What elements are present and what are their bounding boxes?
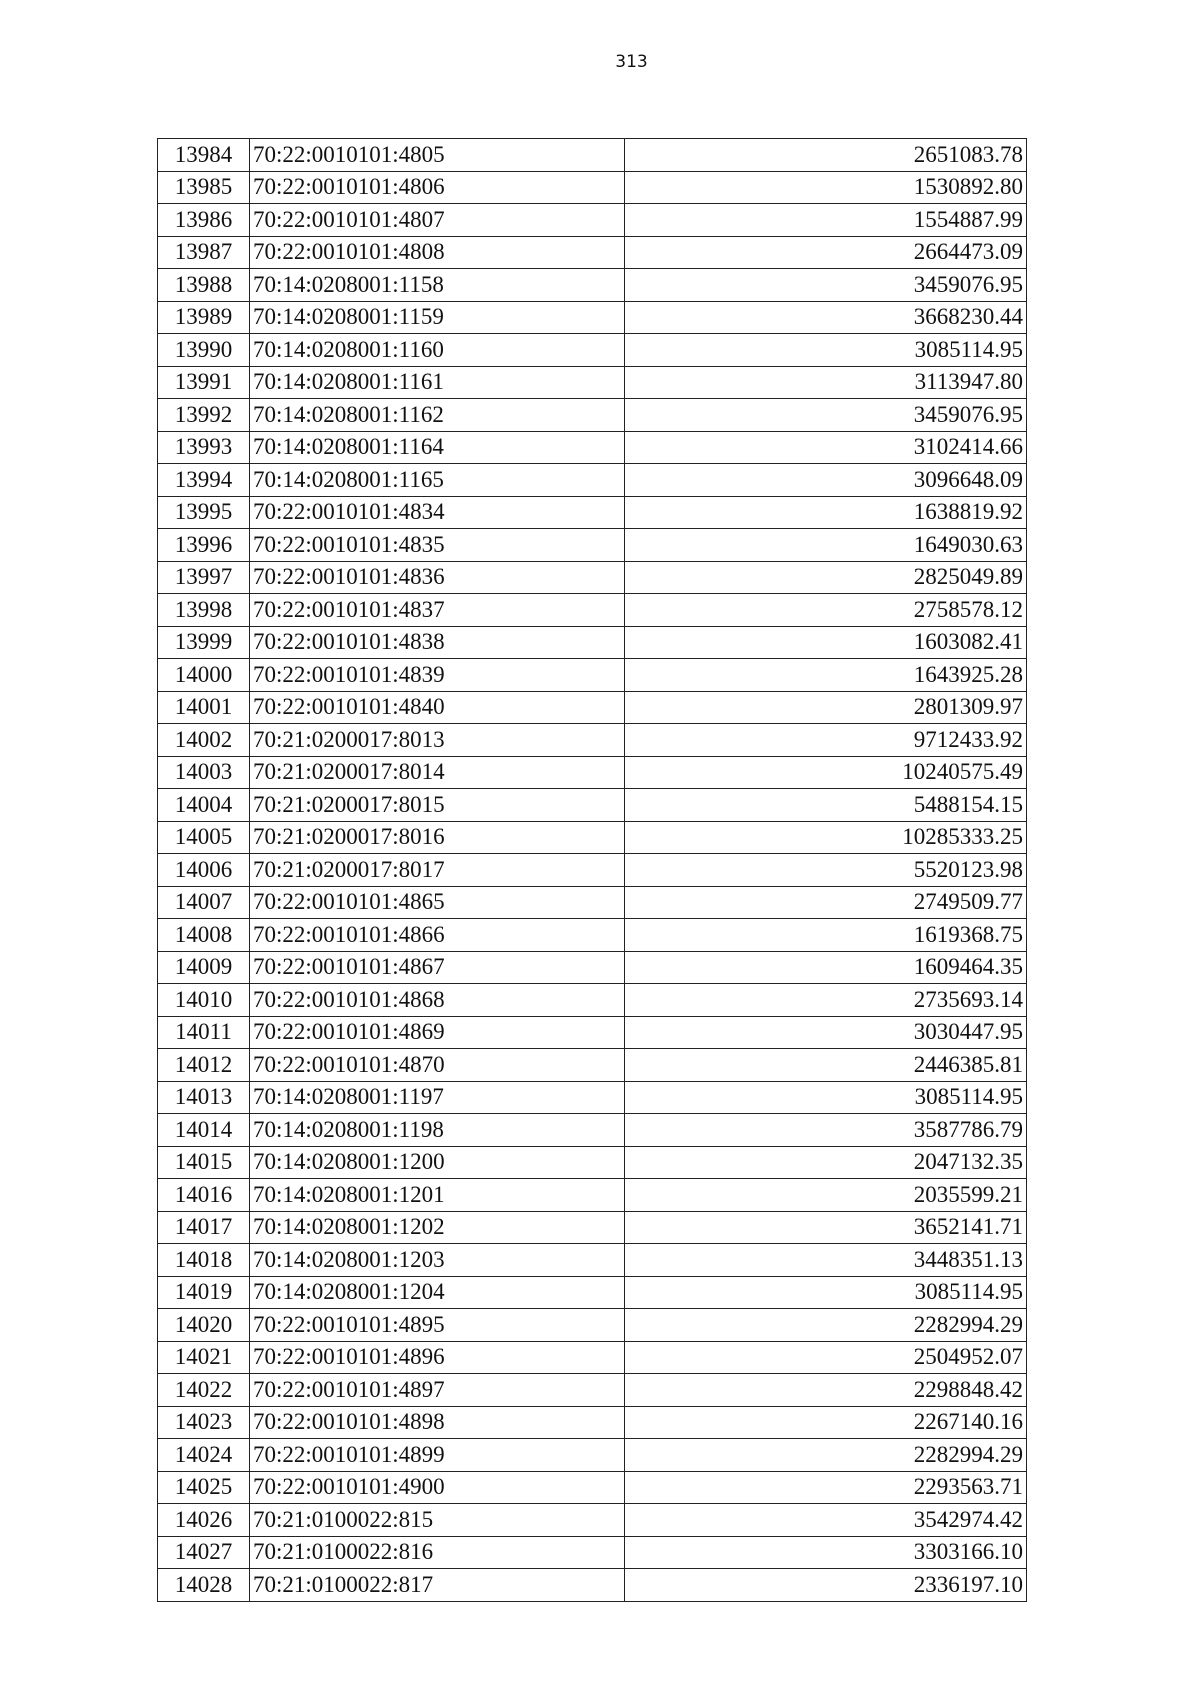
row-number-cell: 14022	[158, 1374, 250, 1407]
row-number-cell: 14015	[158, 1146, 250, 1179]
row-number-cell: 14005	[158, 821, 250, 854]
table-row	[158, 1471, 1027, 1504]
page-number: 313	[615, 52, 648, 72]
cadastral-value-cell: 3085114.95	[625, 1081, 1027, 1114]
cadastral-number-cell: 70:22:0010101:4807	[250, 204, 625, 237]
cadastral-number-cell: 70:14:0208001:1160	[250, 334, 625, 367]
table-row	[158, 334, 1027, 367]
table-row	[158, 399, 1027, 432]
cadastral-value-cell: 3542974.42	[625, 1504, 1027, 1537]
cadastral-value-cell: 1649030.63	[625, 529, 1027, 562]
cadastral-value-cell: 1619368.75	[625, 919, 1027, 952]
table-row	[158, 691, 1027, 724]
cadastral-value-cell: 2336197.10	[625, 1569, 1027, 1602]
cadastral-value-cell: 2801309.97	[625, 691, 1027, 724]
cadastral-value-cell: 1554887.99	[625, 204, 1027, 237]
row-number-cell: 14009	[158, 951, 250, 984]
cadastral-number-cell: 70:22:0010101:4866	[250, 919, 625, 952]
table-row	[158, 496, 1027, 529]
cadastral-number-cell: 70:22:0010101:4896	[250, 1341, 625, 1374]
cadastral-value-cell: 1609464.35	[625, 951, 1027, 984]
table-row	[158, 171, 1027, 204]
row-number-cell: 14011	[158, 1016, 250, 1049]
table-row	[158, 626, 1027, 659]
row-number-cell: 14006	[158, 854, 250, 887]
cadastral-number-cell: 70:22:0010101:4836	[250, 561, 625, 594]
table-row	[158, 1439, 1027, 1472]
cadastral-number-cell: 70:22:0010101:4900	[250, 1471, 625, 1504]
cadastral-value-cell: 2282994.29	[625, 1309, 1027, 1342]
table-row	[158, 529, 1027, 562]
row-number-cell: 14028	[158, 1569, 250, 1602]
row-number-cell: 14003	[158, 756, 250, 789]
cadastral-value-cell: 1603082.41	[625, 626, 1027, 659]
table-row	[158, 1374, 1027, 1407]
cadastral-number-cell: 70:14:0208001:1164	[250, 431, 625, 464]
cadastral-number-cell: 70:14:0208001:1200	[250, 1146, 625, 1179]
cadastral-number-cell: 70:14:0208001:1158	[250, 269, 625, 302]
cadastral-value-cell: 3459076.95	[625, 269, 1027, 302]
row-number-cell: 14004	[158, 789, 250, 822]
row-number-cell: 13989	[158, 301, 250, 334]
table-row	[158, 139, 1027, 172]
cadastral-value-cell: 2758578.12	[625, 594, 1027, 627]
row-number-cell: 14017	[158, 1211, 250, 1244]
cadastral-value-cell: 5488154.15	[625, 789, 1027, 822]
table-body	[158, 139, 1027, 1602]
table-row	[158, 789, 1027, 822]
row-number-cell: 14001	[158, 691, 250, 724]
cadastral-value-cell: 1638819.92	[625, 496, 1027, 529]
table-row	[158, 1276, 1027, 1309]
table-row	[158, 1049, 1027, 1082]
table-row	[158, 821, 1027, 854]
table-row	[158, 1569, 1027, 1602]
cadastral-number-cell: 70:21:0200017:8016	[250, 821, 625, 854]
cadastral-number-cell: 70:14:0208001:1165	[250, 464, 625, 497]
cadastral-number-cell: 70:22:0010101:4865	[250, 886, 625, 919]
cadastral-value-cell: 2035599.21	[625, 1179, 1027, 1212]
cadastral-number-cell: 70:21:0100022:816	[250, 1536, 625, 1569]
row-number-cell: 13992	[158, 399, 250, 432]
row-number-cell: 14002	[158, 724, 250, 757]
cadastral-number-cell: 70:14:0208001:1203	[250, 1244, 625, 1277]
table-row	[158, 951, 1027, 984]
cadastral-value-cell: 2504952.07	[625, 1341, 1027, 1374]
cadastral-number-cell: 70:22:0010101:4808	[250, 236, 625, 269]
table-row	[158, 1179, 1027, 1212]
cadastral-value-cell: 3085114.95	[625, 334, 1027, 367]
cadastral-number-cell: 70:14:0208001:1202	[250, 1211, 625, 1244]
cadastral-number-cell: 70:22:0010101:4838	[250, 626, 625, 659]
row-number-cell: 14007	[158, 886, 250, 919]
table-row	[158, 204, 1027, 237]
row-number-cell: 14016	[158, 1179, 250, 1212]
cadastral-value-cell: 2267140.16	[625, 1406, 1027, 1439]
table-row	[158, 1114, 1027, 1147]
cadastral-value-cell: 2446385.81	[625, 1049, 1027, 1082]
cadastral-number-cell: 70:22:0010101:4837	[250, 594, 625, 627]
table-row	[158, 886, 1027, 919]
row-number-cell: 13995	[158, 496, 250, 529]
row-number-cell: 13985	[158, 171, 250, 204]
cadastral-number-cell: 70:22:0010101:4840	[250, 691, 625, 724]
cadastral-number-cell: 70:14:0208001:1161	[250, 366, 625, 399]
cadastral-number-cell: 70:22:0010101:4899	[250, 1439, 625, 1472]
cadastral-value-cell: 3668230.44	[625, 301, 1027, 334]
row-number-cell: 14020	[158, 1309, 250, 1342]
cadastral-number-cell: 70:21:0200017:8013	[250, 724, 625, 757]
cadastral-value-cell: 2651083.78	[625, 139, 1027, 172]
row-number-cell: 14013	[158, 1081, 250, 1114]
cadastral-value-cell: 2735693.14	[625, 984, 1027, 1017]
cadastral-value-cell: 3113947.80	[625, 366, 1027, 399]
cadastral-number-cell: 70:22:0010101:4869	[250, 1016, 625, 1049]
cadastral-value-cell: 1643925.28	[625, 659, 1027, 692]
cadastral-number-cell: 70:21:0200017:8017	[250, 854, 625, 887]
cadastral-value-cell: 3030447.95	[625, 1016, 1027, 1049]
row-number-cell: 13998	[158, 594, 250, 627]
table-row	[158, 1081, 1027, 1114]
cadastral-number-cell: 70:22:0010101:4898	[250, 1406, 625, 1439]
row-number-cell: 13997	[158, 561, 250, 594]
cadastral-number-cell: 70:22:0010101:4895	[250, 1309, 625, 1342]
cadastral-number-cell: 70:22:0010101:4867	[250, 951, 625, 984]
cadastral-number-cell: 70:22:0010101:4805	[250, 139, 625, 172]
table-row	[158, 1146, 1027, 1179]
cadastral-value-cell: 3303166.10	[625, 1536, 1027, 1569]
table-row	[158, 1504, 1027, 1537]
table-row	[158, 724, 1027, 757]
cadastral-value-cell: 2047132.35	[625, 1146, 1027, 1179]
cadastral-value-table	[157, 138, 1027, 1602]
row-number-cell: 13999	[158, 626, 250, 659]
table-row	[158, 1211, 1027, 1244]
cadastral-number-cell: 70:22:0010101:4835	[250, 529, 625, 562]
cadastral-number-cell: 70:21:0100022:815	[250, 1504, 625, 1537]
cadastral-number-cell: 70:22:0010101:4897	[250, 1374, 625, 1407]
table-row	[158, 301, 1027, 334]
table-row	[158, 431, 1027, 464]
row-number-cell: 14021	[158, 1341, 250, 1374]
cadastral-value-cell: 3102414.66	[625, 431, 1027, 464]
table-row	[158, 854, 1027, 887]
table-row	[158, 756, 1027, 789]
row-number-cell: 14019	[158, 1276, 250, 1309]
cadastral-number-cell: 70:14:0208001:1197	[250, 1081, 625, 1114]
row-number-cell: 13988	[158, 269, 250, 302]
table-row	[158, 1016, 1027, 1049]
cadastral-value-cell: 3459076.95	[625, 399, 1027, 432]
cadastral-number-cell: 70:21:0200017:8014	[250, 756, 625, 789]
row-number-cell: 13991	[158, 366, 250, 399]
cadastral-number-cell: 70:21:0100022:817	[250, 1569, 625, 1602]
row-number-cell: 13993	[158, 431, 250, 464]
table-row	[158, 366, 1027, 399]
row-number-cell: 14000	[158, 659, 250, 692]
row-number-cell: 14026	[158, 1504, 250, 1537]
table-row	[158, 984, 1027, 1017]
table-row	[158, 1309, 1027, 1342]
row-number-cell: 14012	[158, 1049, 250, 1082]
row-number-cell: 14010	[158, 984, 250, 1017]
cadastral-value-cell: 2282994.29	[625, 1439, 1027, 1472]
cadastral-number-cell: 70:21:0200017:8015	[250, 789, 625, 822]
row-number-cell: 14008	[158, 919, 250, 952]
cadastral-value-cell: 2825049.89	[625, 561, 1027, 594]
cadastral-number-cell: 70:22:0010101:4806	[250, 171, 625, 204]
table-row	[158, 269, 1027, 302]
cadastral-value-cell: 10285333.25	[625, 821, 1027, 854]
table-row	[158, 1341, 1027, 1374]
table-row	[158, 561, 1027, 594]
table-row	[158, 1406, 1027, 1439]
cadastral-number-cell: 70:22:0010101:4834	[250, 496, 625, 529]
cadastral-number-cell: 70:14:0208001:1201	[250, 1179, 625, 1212]
table-row	[158, 659, 1027, 692]
table-row	[158, 1536, 1027, 1569]
row-number-cell: 14018	[158, 1244, 250, 1277]
cadastral-number-cell: 70:14:0208001:1159	[250, 301, 625, 334]
row-number-cell: 13996	[158, 529, 250, 562]
table-row	[158, 236, 1027, 269]
cadastral-number-cell: 70:22:0010101:4839	[250, 659, 625, 692]
row-number-cell: 13987	[158, 236, 250, 269]
cadastral-value-cell: 3448351.13	[625, 1244, 1027, 1277]
cadastral-value-cell: 5520123.98	[625, 854, 1027, 887]
cadastral-number-cell: 70:14:0208001:1162	[250, 399, 625, 432]
cadastral-value-cell: 3096648.09	[625, 464, 1027, 497]
row-number-cell: 13986	[158, 204, 250, 237]
cadastral-value-cell: 10240575.49	[625, 756, 1027, 789]
cadastral-number-cell: 70:22:0010101:4868	[250, 984, 625, 1017]
table-row	[158, 594, 1027, 627]
cadastral-value-cell: 9712433.92	[625, 724, 1027, 757]
row-number-cell: 13990	[158, 334, 250, 367]
table-row	[158, 1244, 1027, 1277]
cadastral-value-cell: 1530892.80	[625, 171, 1027, 204]
row-number-cell: 13984	[158, 139, 250, 172]
table-row	[158, 464, 1027, 497]
row-number-cell: 14023	[158, 1406, 250, 1439]
cadastral-value-cell: 2298848.42	[625, 1374, 1027, 1407]
cadastral-value-cell: 2293563.71	[625, 1471, 1027, 1504]
cadastral-value-cell: 3652141.71	[625, 1211, 1027, 1244]
row-number-cell: 13994	[158, 464, 250, 497]
table-row	[158, 919, 1027, 952]
cadastral-value-cell: 3085114.95	[625, 1276, 1027, 1309]
row-number-cell: 14024	[158, 1439, 250, 1472]
row-number-cell: 14014	[158, 1114, 250, 1147]
cadastral-value-cell: 3587786.79	[625, 1114, 1027, 1147]
cadastral-number-cell: 70:14:0208001:1204	[250, 1276, 625, 1309]
cadastral-value-cell: 2664473.09	[625, 236, 1027, 269]
cadastral-value-cell: 2749509.77	[625, 886, 1027, 919]
row-number-cell: 14027	[158, 1536, 250, 1569]
cadastral-number-cell: 70:22:0010101:4870	[250, 1049, 625, 1082]
row-number-cell: 14025	[158, 1471, 250, 1504]
cadastral-number-cell: 70:14:0208001:1198	[250, 1114, 625, 1147]
